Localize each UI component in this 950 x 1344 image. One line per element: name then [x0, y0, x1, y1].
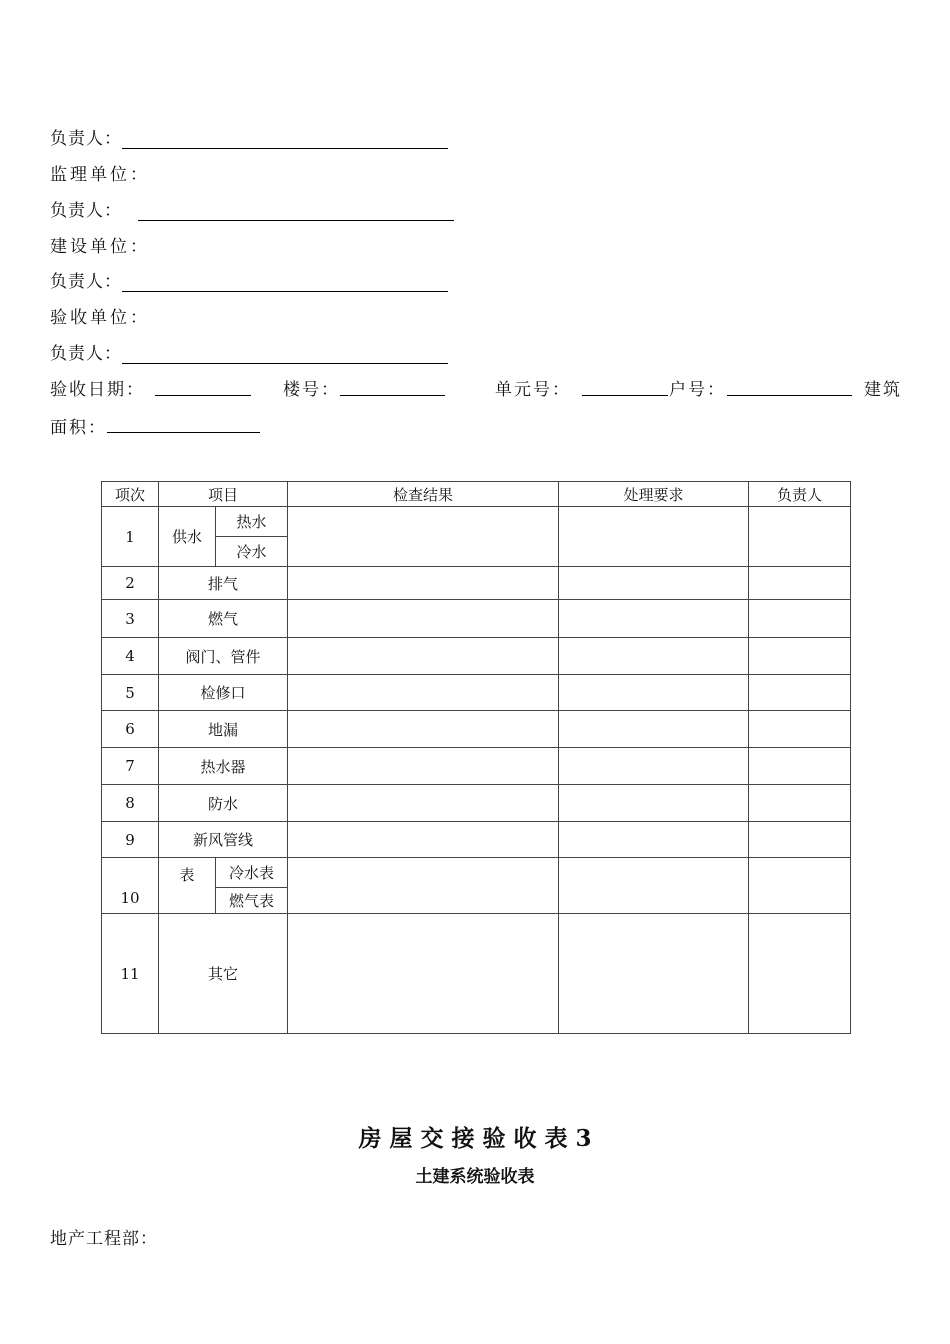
result-cell[interactable] [288, 858, 559, 914]
row-item: 防水 [159, 785, 288, 822]
header-no: 项次 [102, 482, 159, 507]
supervision-unit-line [50, 160, 150, 185]
supervision-unit-label: 监理单位： [50, 165, 150, 185]
row-item: 表 [159, 858, 216, 914]
table-row [102, 822, 851, 858]
row-item: 其它 [159, 914, 288, 1034]
table-row [102, 507, 851, 537]
responsible-cell[interactable] [749, 600, 851, 638]
result-cell[interactable] [288, 822, 559, 858]
header-item: 项目 [159, 482, 288, 507]
result-cell[interactable] [288, 748, 559, 785]
unit-no-label: 单元号： [495, 380, 571, 400]
row-subitem: 燃气表 [216, 888, 288, 914]
requirement-cell[interactable] [559, 507, 749, 567]
row-subitem: 热水 [216, 507, 288, 537]
row-no: 8 [102, 785, 159, 822]
result-cell[interactable] [288, 600, 559, 638]
acceptance-unit-line [50, 303, 150, 328]
row-no: 9 [102, 822, 159, 858]
building-no-blank[interactable] [340, 377, 445, 396]
acceptance-table [101, 481, 851, 1034]
construction-unit-label: 建设单位： [50, 237, 150, 257]
acceptance-date-label: 验收日期： [50, 380, 145, 400]
row-no: 11 [102, 914, 159, 1034]
form-subtitle: 土建系统验收表 [415, 1167, 535, 1187]
form-title: 房 屋 交 接 验 收 表 3 [358, 1125, 592, 1152]
result-cell[interactable] [288, 785, 559, 822]
row-no: 6 [102, 711, 159, 748]
responsible-cell[interactable] [749, 785, 851, 822]
area-blank[interactable] [107, 414, 260, 433]
requirement-cell[interactable] [559, 748, 749, 785]
responsible-blank[interactable] [138, 202, 454, 221]
row-no: 5 [102, 675, 159, 711]
responsible-cell[interactable] [749, 822, 851, 858]
department-label: 地产工程部： [50, 1229, 158, 1249]
row-subitem: 冷水表 [216, 858, 288, 888]
row-item: 热水器 [159, 748, 288, 785]
result-cell[interactable] [288, 507, 559, 567]
responsible-label: 负责人： [50, 272, 122, 292]
acceptance-unit-label: 验收单位： [50, 308, 150, 328]
row-item: 地漏 [159, 711, 288, 748]
responsible-line-2 [50, 196, 454, 221]
header-result: 检查结果 [288, 482, 559, 507]
row-item: 阀门、管件 [159, 638, 288, 675]
table-header-row [102, 482, 851, 507]
row-no: 1 [102, 507, 159, 567]
responsible-label: 负责人： [50, 201, 122, 221]
responsible-cell[interactable] [749, 858, 851, 914]
result-cell[interactable] [288, 914, 559, 1034]
table-row [102, 600, 851, 638]
responsible-cell[interactable] [749, 638, 851, 675]
table-row [102, 675, 851, 711]
result-cell[interactable] [288, 675, 559, 711]
responsible-label: 负责人： [50, 344, 122, 364]
row-subitem: 冷水 [216, 537, 288, 567]
responsible-line-1 [50, 124, 448, 149]
table-row [102, 748, 851, 785]
row-item: 排气 [159, 567, 288, 600]
table-row [102, 711, 851, 748]
acceptance-date-blank[interactable] [155, 377, 251, 396]
requirement-cell[interactable] [559, 914, 749, 1034]
area-label-part1: 建筑 [864, 380, 902, 400]
row-item: 检修口 [159, 675, 288, 711]
result-cell[interactable] [288, 711, 559, 748]
row-item: 新风管线 [159, 822, 288, 858]
header-responsible: 负责人 [749, 482, 851, 507]
responsible-line-4 [50, 339, 448, 364]
responsible-cell[interactable] [749, 711, 851, 748]
result-cell[interactable] [288, 638, 559, 675]
result-cell[interactable] [288, 567, 559, 600]
responsible-cell[interactable] [749, 675, 851, 711]
room-no-blank[interactable] [727, 377, 852, 396]
requirement-cell[interactable] [559, 711, 749, 748]
requirement-cell[interactable] [559, 567, 749, 600]
responsible-cell[interactable] [749, 507, 851, 567]
row-no: 10 [102, 858, 159, 914]
responsible-blank[interactable] [122, 345, 448, 364]
building-no-label: 楼号： [283, 380, 340, 400]
row-no: 7 [102, 748, 159, 785]
requirement-cell[interactable] [559, 600, 749, 638]
row-item: 燃气 [159, 600, 288, 638]
responsible-blank[interactable] [122, 130, 448, 149]
responsible-line-3 [50, 267, 448, 292]
row-no: 2 [102, 567, 159, 600]
unit-no-blank[interactable] [582, 377, 668, 396]
table-row [102, 638, 851, 675]
responsible-cell[interactable] [749, 914, 851, 1034]
room-no-label: 户号： [669, 380, 726, 400]
requirement-cell[interactable] [559, 858, 749, 914]
requirement-cell[interactable] [559, 638, 749, 675]
table-row [102, 914, 851, 1034]
requirement-cell[interactable] [559, 785, 749, 822]
row-item: 供水 [159, 507, 216, 567]
construction-unit-line [50, 232, 150, 257]
row-no: 3 [102, 600, 159, 638]
requirement-cell[interactable] [559, 822, 749, 858]
requirement-cell[interactable] [559, 675, 749, 711]
responsible-cell[interactable] [749, 748, 851, 785]
responsible-cell[interactable] [749, 567, 851, 600]
header-requirement: 处理要求 [559, 482, 749, 507]
responsible-blank[interactable] [122, 273, 448, 292]
row-no: 4 [102, 638, 159, 675]
table-row [102, 567, 851, 600]
table-row [102, 858, 851, 888]
area-label-part2: 面积： [50, 418, 107, 438]
table-row [102, 785, 851, 822]
responsible-label: 负责人： [50, 129, 122, 149]
